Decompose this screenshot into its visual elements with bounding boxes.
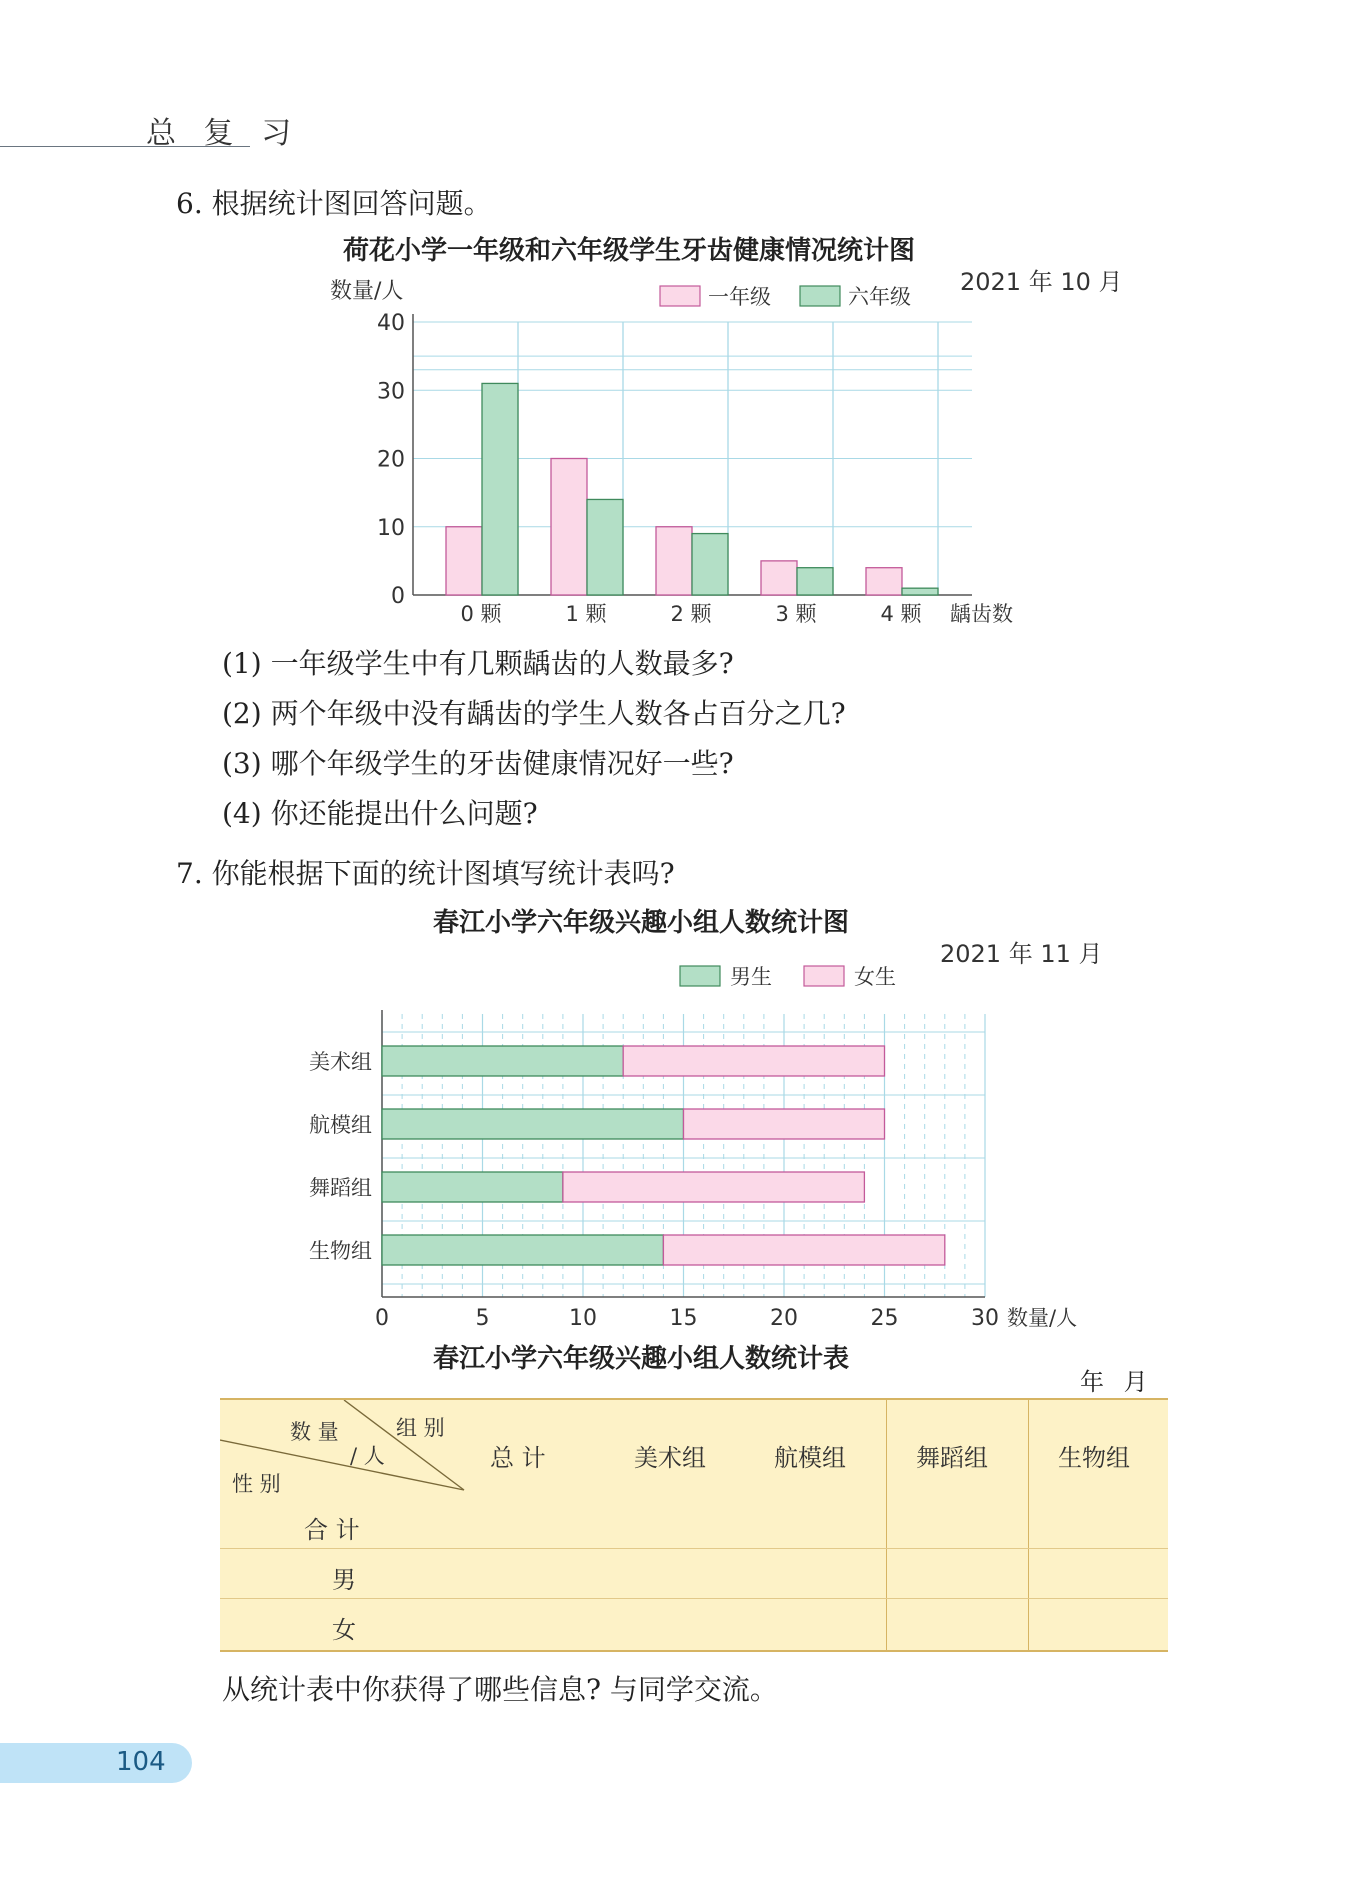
chart2-date: 2021 年 11 月 [940,940,1103,968]
q6-question-2: (2) 两个年级中没有龋齿的学生人数各占百分之几? [222,697,846,730]
q7-closing: 从统计表中你获得了哪些信息? 与同学交流。 [222,1673,778,1706]
x-tick-label: 10 [569,1306,597,1331]
statistics-table [220,1398,1168,1652]
table-date: 年 月 [1080,1368,1154,1396]
x-tick-label: 5 [475,1306,490,1331]
y-axis-label: 数量/人 [330,279,404,304]
bar-grade1 [656,527,692,595]
bar-grade6 [692,534,728,595]
legend-label: 六年级 [848,285,911,309]
x-tick-label: 0 [375,1306,389,1331]
x-tick-label: 3 颗 [775,602,817,626]
bar-grade6 [482,383,518,595]
y-tick-label: 40 [377,311,405,336]
corner-label-group: 组 别 [396,1416,445,1440]
bar-grade6 [902,588,938,595]
bar-girls [623,1046,884,1076]
row-label-total: 合 计 [304,1516,360,1544]
bar-grade6 [797,568,833,595]
q6-question-4: (4) 你还能提出什么问题? [222,797,538,830]
legend-swatch [680,966,720,986]
page-number: 104 [116,1747,166,1777]
category-label: 生物组 [309,1239,372,1263]
y-tick-label: 0 [391,584,405,609]
corner-label-quantity: 数 量 [290,1420,339,1444]
legend-label: 女生 [854,965,896,989]
bar-grade1 [866,568,902,595]
bar-grade1 [761,561,797,595]
bar-boys [382,1172,563,1202]
legend-swatch [804,966,844,986]
q6-heading: 6. 根据统计图回答问题。 [176,187,492,220]
table-title: 春江小学六年级兴趣小组人数统计表 [433,1344,850,1374]
bar-grade6 [587,499,623,595]
bar-grade1 [446,527,482,595]
col-header-model: 航模组 [774,1444,846,1472]
legend-label: 一年级 [708,285,771,309]
x-tick-label: 30 [971,1306,999,1331]
corner-label-gender: 性 别 [232,1472,281,1496]
section-title: 总 复 习 [146,116,301,151]
bar-boys [382,1046,623,1076]
col-header-total: 总 计 [490,1444,546,1472]
q6-question-1: (1) 一年级学生中有几颗龋齿的人数最多? [222,647,734,680]
tooth-health-bar-chart [300,262,1160,632]
x-tick-label: 4 颗 [880,602,922,626]
bar-girls [684,1109,885,1139]
bar-boys [382,1235,663,1265]
q7-heading: 7. 你能根据下面的统计图填写统计表吗? [176,857,675,890]
row-label-male: 男 [332,1566,356,1594]
bar-girls [663,1235,944,1265]
y-tick-label: 10 [377,515,405,541]
legend-swatch [660,286,700,306]
col-header-biology: 生物组 [1058,1444,1130,1472]
col-header-art: 美术组 [634,1444,706,1472]
x-tick-label: 2 颗 [670,602,712,626]
bar-boys [382,1109,684,1139]
x-tick-label: 15 [669,1306,698,1331]
col-header-dance: 舞蹈组 [916,1444,988,1472]
category-label: 美术组 [309,1050,372,1074]
x-axis-label: 龋齿数 [950,602,1013,626]
table-col-divider [886,1400,887,1650]
category-label: 航模组 [309,1113,372,1137]
category-label: 舞蹈组 [309,1176,372,1200]
chart1-date: 2021 年 10 月 [960,268,1123,296]
row-label-female: 女 [332,1616,356,1644]
x-tick-label: 20 [770,1306,798,1331]
x-tick-label: 0 颗 [460,602,502,626]
y-tick-label: 20 [377,447,405,473]
corner-label-unit: / 人 [350,1444,385,1468]
x-axis-label: 数量/人 [1007,1306,1078,1330]
table-row-divider [220,1598,1168,1599]
chart2-title: 春江小学六年级兴趣小组人数统计图 [433,908,850,938]
table-row-divider [220,1548,1168,1549]
legend-label: 男生 [730,965,772,989]
bar-girls [563,1172,865,1202]
x-tick-label: 25 [870,1306,899,1331]
interest-group-bar-chart [280,934,1150,1334]
bar-grade1 [551,459,587,596]
chart1-title: 荷花小学一年级和六年级学生牙齿健康情况统计图 [343,236,916,266]
table-col-divider [1028,1400,1029,1650]
y-tick-label: 30 [377,379,405,405]
x-tick-label: 1 颗 [565,602,607,626]
q6-question-3: (3) 哪个年级学生的牙齿健康情况好一些? [222,747,734,780]
legend-swatch [800,286,840,306]
